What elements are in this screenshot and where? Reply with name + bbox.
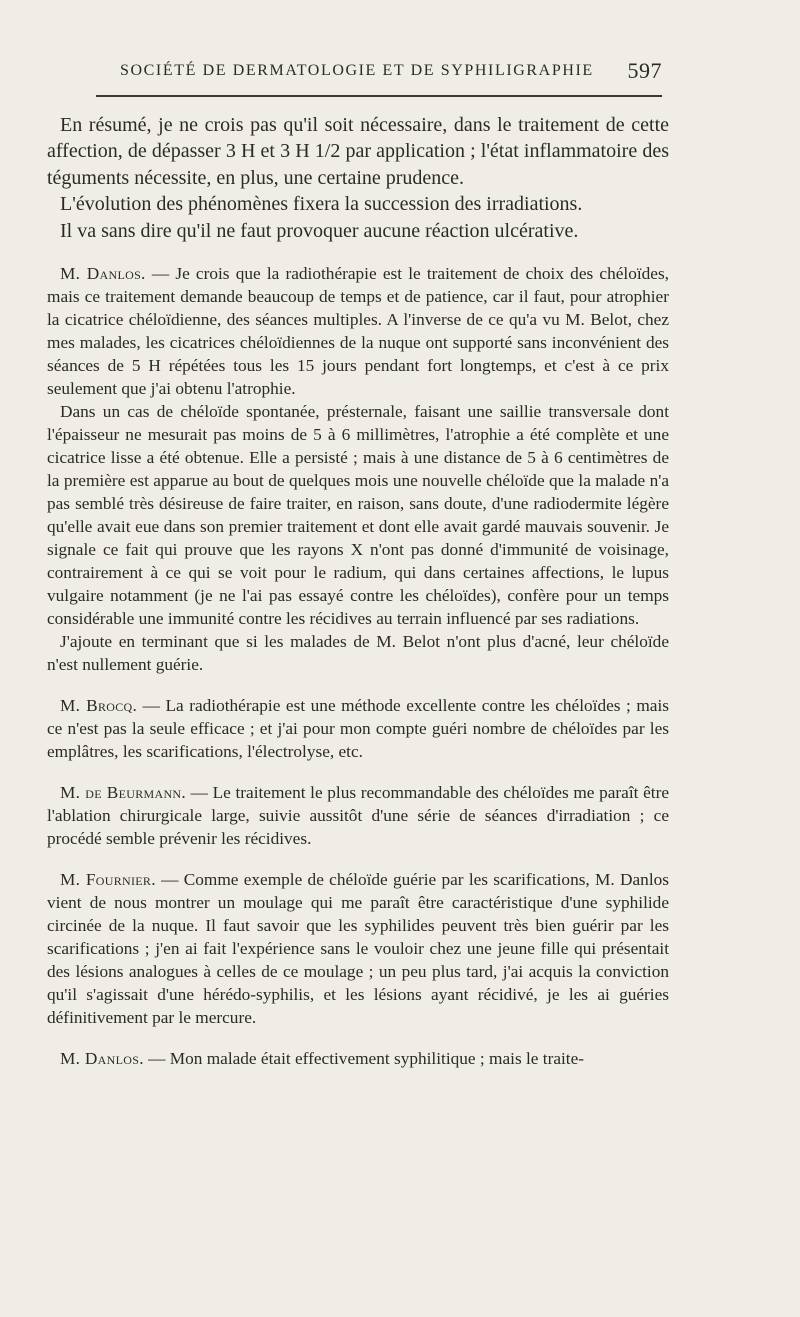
paragraph-text: — Mon malade était effectivement syphilitique ; mais le traite- <box>148 1049 585 1069</box>
paragraph <box>47 400 669 630</box>
running-header <box>96 58 662 86</box>
speaker-name: M. Danlos. <box>60 264 146 284</box>
intro-section <box>47 112 669 244</box>
paragraph-danlos <box>47 262 669 400</box>
paragraph: En résumé, je ne crois pas qu'il soit nécessaire, dans le traitement de cette affection, de dépasser 3 H et 3 H 1/2 par application ; l'état inflammatoire des téguments nécessite, en plus, une certaine prudence. <box>47 114 669 189</box>
paragraph-beurmann <box>47 781 669 850</box>
speaker-name: M. de Beurmann. <box>60 783 186 803</box>
discussion-section <box>47 262 669 1070</box>
speaker-name: M. Danlos. <box>60 1049 144 1069</box>
paragraph: Il va sans dire qu'il ne faut provoquer aucune réaction ulcérative. <box>60 219 579 242</box>
paragraph-text: — Comme exemple de chéloïde guérie par les scarifications, M. Danlos vient de nous montrer un moulage qui me paraît être caractéristique d'une syphilide circinée de la nuque. Il faut savoir que les syphilides peuvent très bien guérir par les scarifications ; j'en ai fait l'expérience sans le vouloir chez une jeune fille qui présentait des lésions analogues à celles de ce moulage ; un peu plus tard, j'ai acquis la conviction qu'il s'agissait d'une hérédo-syphilis, et les lésions ayant récidivé, je les ai guéries définitivement par le mercure. <box>47 870 669 1028</box>
paragraph-brocq <box>47 694 669 763</box>
page-number: 597 <box>627 58 662 83</box>
paragraph-text: Dans un cas de chéloïde spontanée, présternale, faisant une saillie transversale dont l'épaisseur ne mesurait pas moins de 5 à 6 millimètres, l'atrophie a été complète et une cicatrice lisse a été obtenue. Elle a persisté ; mais à une distance de 5 à 6 centimètres de la première est apparue au bout de quelques mois une nouvelle chéloïde que la malade n'a pas semblé très désireuse de faire traiter, en raison, sans doute, d'une radiodermite légère qu'elle avait eue dans son premier traitement et dont elle avait gardé mauvais souvenir. Je signale ce fait qui prouve que les rayons X n'ont pas donné d'immunité de voisinage, contrairement à ce qui se voit pour le radium, qui dans certaines affections, le lupus vulgaire notamment (je ne l'ai pas essayé contre les chéloïdes), confère pour un temps considérable une immunité contre les récidives au terrain influencé par ses radiations. <box>47 402 669 629</box>
paragraph-text: — La radiothérapie est une méthode excellente contre les chéloïdes ; mais ce n'est pas la seule efficace ; et j'ai pour mon compte guéri nombre de chéloïdes par les emplâtres, les scarifications, l'électrolyse, etc. <box>47 696 669 762</box>
header-rule <box>96 95 662 97</box>
paragraph-text: J'ajoute en terminant que si les malades de M. Belot n'ont plus d'acné, leur chéloïde n'est nullement guérie. <box>47 632 669 675</box>
speaker-name: M. Fournier. <box>60 870 156 890</box>
paragraph-danlos-reply <box>47 1047 669 1070</box>
paragraph-text: — Le traitement le plus recommandable des chéloïdes me paraît être l'ablation chirurgicale large, suivie aussitôt d'une série de séances d'irradiation ; ce procédé semble prévenir les récidives. <box>47 783 669 849</box>
paragraph-fournier <box>47 868 669 1029</box>
speaker-name: M. Brocq. <box>60 696 138 716</box>
page-body <box>47 112 669 1070</box>
paragraph-text: — Je crois que la radiothérapie est le traitement de choix des chéloïdes, mais ce traitement demande beaucoup de temps et de patience, car il faut, pour atrophier la cicatrice chéloïdienne, des séances multiples. A l'inverse de ce qu'a vu M. Belot, chez mes malades, les cicatrices chéloïdiennes de la nuque ont supporté sans inconvénient des séances de 5 H répétées tous les 15 jours pendant fort longtemps, et c'est à ce prix seulement que j'ai obtenu l'atrophie. <box>47 264 669 399</box>
header-title: SOCIÉTÉ DE DERMATOLOGIE ET DE SYPHILIGRAPHIE <box>120 62 594 79</box>
paragraph: L'évolution des phénomènes fixera la succession des irradiations. <box>60 193 583 216</box>
paragraph <box>47 630 669 676</box>
